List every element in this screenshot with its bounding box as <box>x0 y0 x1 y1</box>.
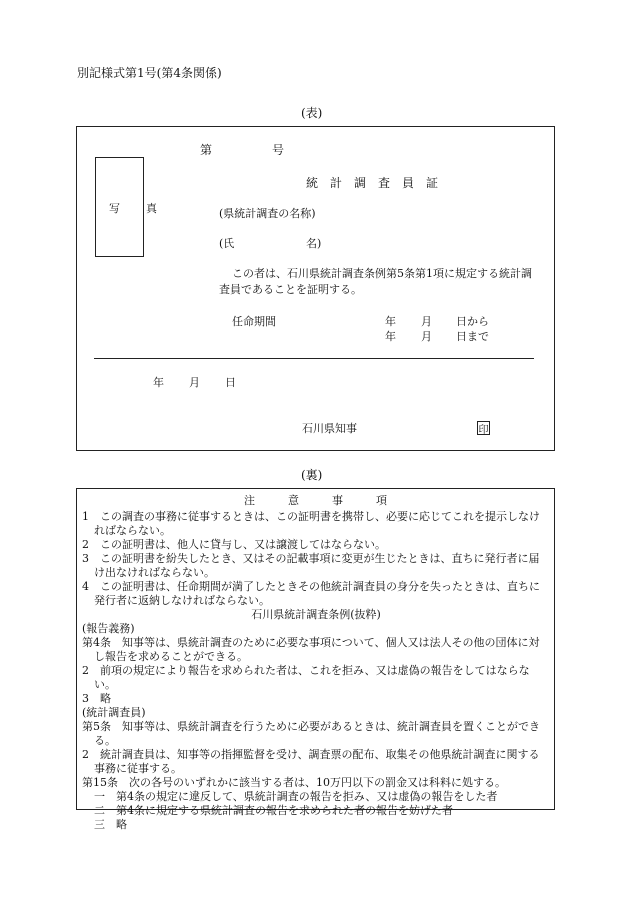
term-to-month: 月 <box>421 330 432 343</box>
survey-name-label: (県統計調査の名称) <box>219 207 316 220</box>
art4-para-3: 3 略 <box>82 692 111 705</box>
card-title: 統 計 調 査 員 証 <box>306 176 439 190</box>
front-label: (表) <box>301 106 323 120</box>
art15-para: 第15条 次の各号のいずれかに該当する者は、10万円以下の罰金又は科料に処する。 <box>82 776 506 789</box>
form-header: 別記様式第1号(第4条関係) <box>77 66 222 80</box>
name-label-mei: 名) <box>306 237 322 250</box>
name-label-shi: (氏 <box>219 237 235 250</box>
term-to-day: 日まで <box>456 330 489 343</box>
term-to-year: 年 <box>385 330 396 343</box>
term-label: 任命期間 <box>232 315 276 328</box>
issuer: 石川県知事 <box>302 422 357 435</box>
statement-line-2: 査員であることを証明する。 <box>219 283 362 296</box>
art15-item-2: 二 第4条に規定する県統計調査の報告を求められた者の報告を妨げた者 <box>94 804 453 817</box>
term-from-day: 日から <box>456 315 489 328</box>
date-day: 日 <box>225 376 236 389</box>
notes-title: 注 意 事 項 <box>244 494 387 507</box>
note-item-1: 1 この調査の事務に従事するときは、この証明書を携帯し、必要に応じてこれを提示しなければならない。 <box>82 510 540 537</box>
term-from-year: 年 <box>385 315 396 328</box>
note-item-2: 2 この証明書は、他人に貸与し、又は譲渡してはならない。 <box>82 538 386 551</box>
date-year: 年 <box>153 376 164 389</box>
art5-caption: (統計調査員) <box>82 706 146 719</box>
note-item-3: 3 この証明書を紛失したとき、又はその記載事項に変更が生じたときは、直ちに発行者に届け出なければならない。 <box>82 552 540 579</box>
art4-para-2: 2 前項の規定により報告を求められた者は、これを拒み、又は虚偽の報告をしてはならない。 <box>82 664 530 691</box>
back-label: (裏) <box>301 468 323 482</box>
number-dai: 第 <box>200 143 213 157</box>
date-month: 月 <box>189 376 200 389</box>
photo-label-sha: 写 <box>109 202 120 215</box>
art4-para-1: 第4条 知事等は、県統計調査のために必要な事項について、個人又は法人その他の団体に対し報告を求めることができる。 <box>82 636 540 663</box>
notes-block <box>82 510 550 832</box>
number-go: 号 <box>272 143 285 157</box>
note-item-4: 4 この証明書は、任命期間が満了したときその他統計調査員の身分を失ったときは、直ちに発行者に返納しなければならない。 <box>82 580 540 607</box>
art15-item-1: 一 第4条の規定に違反して、県統計調査の報告を拒み、又は虚偽の報告をした者 <box>94 790 498 803</box>
seal-stamp: 印 <box>477 421 490 435</box>
art15-item-3: 三 略 <box>94 818 127 831</box>
art4-caption: (報告義務) <box>82 622 135 635</box>
statement-line-1: この者は、石川県統計調査条例第5条第1項に規定する統計調 <box>232 267 532 280</box>
art5-para-1: 第5条 知事等は、県統計調査を行うために必要があるときは、統計調査員を置くことができる。 <box>82 720 540 747</box>
term-from-month: 月 <box>421 315 432 328</box>
divider-line <box>94 358 534 359</box>
art5-para-2: 2 統計調査員は、知事等の指揮監督を受け、調査票の配布、取集その他県統計調査に関する事務に従事する。 <box>82 748 540 775</box>
photo-label-shin: 真 <box>146 202 157 215</box>
ordinance-title: 石川県統計調査条例(抜粋) <box>251 608 381 621</box>
